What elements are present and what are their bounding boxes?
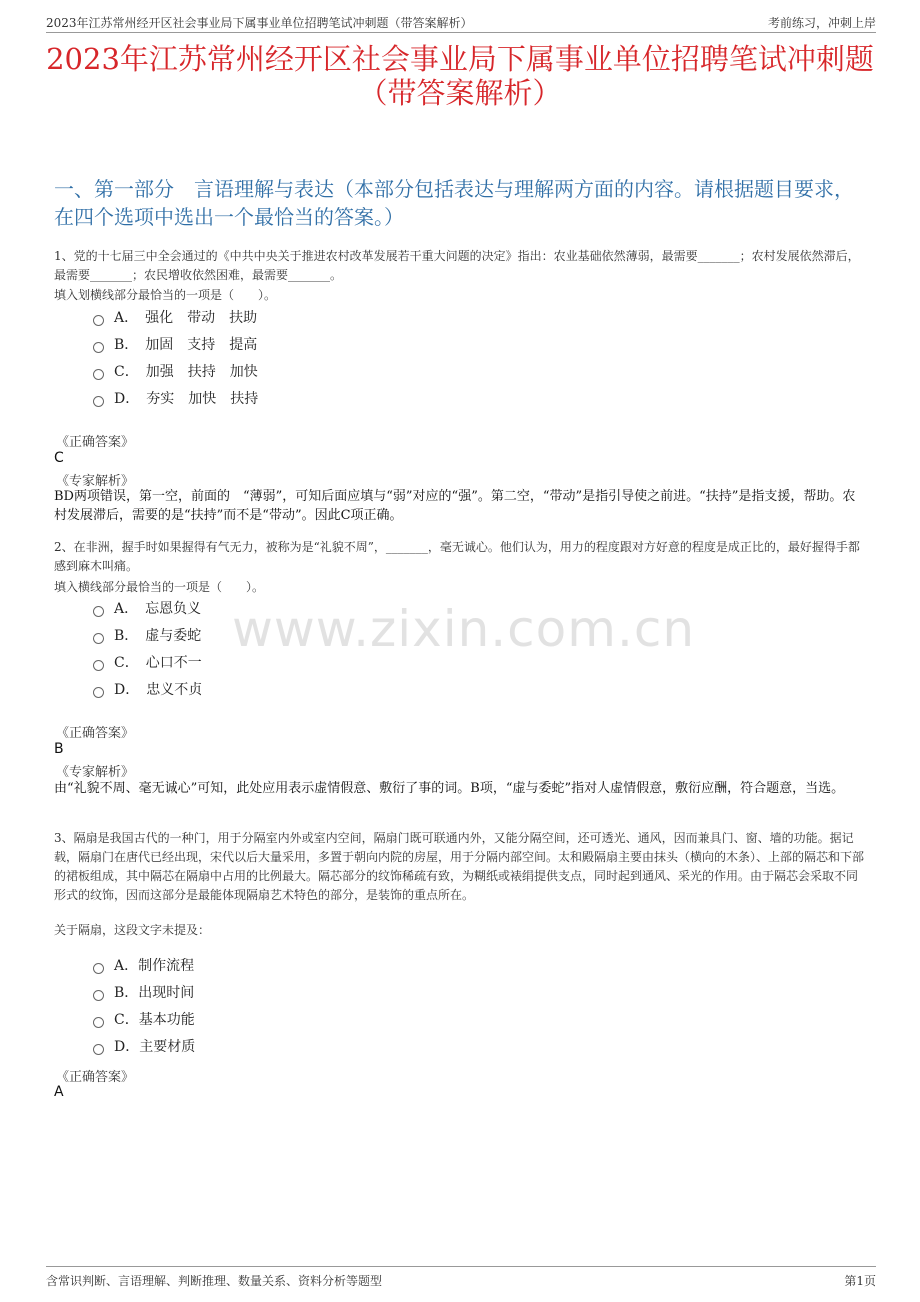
- question-2-answer: B: [54, 741, 64, 757]
- radio-icon[interactable]: [93, 369, 104, 380]
- question-3-answer-label: 《正确答案》: [56, 1070, 135, 1085]
- radio-icon[interactable]: [93, 1017, 104, 1028]
- radio-icon[interactable]: [93, 660, 104, 671]
- radio-icon[interactable]: [93, 963, 104, 974]
- radio-icon[interactable]: [93, 396, 104, 407]
- header-slogan: 考前练习，冲刺上岸: [767, 16, 876, 30]
- question-1-option-b[interactable]: B． 加固 支持 提高: [93, 334, 257, 354]
- radio-icon[interactable]: [93, 1044, 104, 1055]
- page-header: [46, 12, 876, 33]
- question-1-analysis: BD两项错误，第一空，前面的 “薄弱”，可知后面应填与“弱”对应的“强”。第二空，“带动”是指引导使之前进。“扶持”是指支援，帮助。农村发展滞后，需要的是“扶持”而不是“带动”。因此C项正确。: [54, 489, 856, 523]
- question-1-text: 1、党的十七届三中全会通过的《中共中央关于推进农村改革发展若干重大问题的决定》指出：农业基础依然薄弱，最需要_______；农村发展依然滞后，最需要_______；农民增收依然困难，最需要_______。: [54, 249, 860, 282]
- header-doc-title: 2023年江苏常州经开区社会事业局下属事业单位招聘笔试冲刺题（带答案解析）: [46, 16, 473, 30]
- question-2-analysis: 由“礼貌不周、毫无诚心”可知，此处应用表示虚情假意、敷衍了事的词。B项，“虚与委蛇”指对人虚情假意，敷衍应酬，符合题意，当选。: [54, 781, 845, 796]
- document-title: 2023年江苏常州经开区社会事业局下属事业单位招聘笔试冲刺题（带答案解析）: [46, 42, 874, 110]
- question-3-text: 3、隔扇是我国古代的一种门，用于分隔室内外或室内空间，隔扇门既可联通内外，又能分隔空间，还可透光、通风，因而兼具门、窗、墙的功能。据记载，隔扇门在唐代已经出现，宋代以后大量采用，多置于朝向内院的房屋，用于分隔内部空间。太和殿隔扇主要由抹头（横向的木条）、上部的隔芯和下部的裙板组成，其中隔芯在隔扇中占用的比例最大。隔芯部分的纹饰稀疏有致，为糊纸或裱绢提供支点，同时起到通风、采光的作用。由于隔芯会采取不同形式的纹饰，因而这部分是最能体现隔扇艺术特色的部分，是装饰的重点所在。: [54, 831, 865, 902]
- question-1-option-c[interactable]: C． 加强 扶持 加快: [93, 361, 258, 381]
- question-3-prompt: 关于隔扇，这段文字未提及：: [54, 923, 211, 937]
- question-3-option-d[interactable]: D．主要材质: [93, 1036, 195, 1056]
- question-3-option-a[interactable]: A．制作流程: [93, 955, 194, 975]
- watermark: www.zixin.com.cn: [232, 600, 696, 658]
- radio-icon[interactable]: [93, 606, 104, 617]
- question-2-answer-label: 《正确答案》: [56, 726, 135, 741]
- question-3-answer: A: [54, 1084, 64, 1100]
- question-2-text: 2、在非洲，握手时如果握得有气无力，被称为是“礼貌不周”，_______，毫无诚心。他们认为，用力的程度跟对方好意的程度是成正比的，最好握得手都感到麻木叫痛。: [54, 540, 860, 573]
- radio-icon[interactable]: [93, 633, 104, 644]
- question-2-analysis-label: 《专家解析》: [56, 765, 135, 780]
- question-2-option-d[interactable]: D． 忠义不贞: [93, 679, 202, 699]
- page-footer: [46, 1266, 876, 1291]
- radio-icon[interactable]: [93, 315, 104, 326]
- question-2-option-a[interactable]: A． 忘恩负义: [93, 598, 201, 618]
- question-1-answer: C: [54, 450, 64, 466]
- radio-icon[interactable]: [93, 687, 104, 698]
- footer-topics: 含常识判断、言语理解、判断推理、数量关系、资料分析等题型: [46, 1274, 383, 1288]
- radio-icon[interactable]: [93, 990, 104, 1001]
- question-2-option-c[interactable]: C． 心口不一: [93, 652, 202, 672]
- section-heading: 一、第一部分 言语理解与表达（本部分包括表达与理解两方面的内容。请根据题目要求，在四个选项中选出一个最恰当的答案。）: [54, 177, 854, 229]
- question-1-answer-label: 《正确答案》: [56, 435, 135, 450]
- question-3-option-c[interactable]: C．基本功能: [93, 1009, 195, 1029]
- question-2-option-b[interactable]: B． 虚与委蛇: [93, 625, 201, 645]
- question-1-analysis-label: 《专家解析》: [56, 474, 135, 489]
- radio-icon[interactable]: [93, 342, 104, 353]
- question-1-option-d[interactable]: D． 夯实 加快 扶持: [93, 388, 258, 408]
- question-1-option-a[interactable]: A． 强化 带动 扶助: [93, 307, 257, 327]
- page-number: 第1页: [844, 1274, 876, 1288]
- question-1-prompt: 填入划横线部分最恰当的一项是（ ）。: [54, 288, 277, 302]
- question-3-option-b[interactable]: B．出现时间: [93, 982, 194, 1002]
- question-2-prompt: 填入横线部分最恰当的一项是（ ）。: [54, 580, 265, 594]
